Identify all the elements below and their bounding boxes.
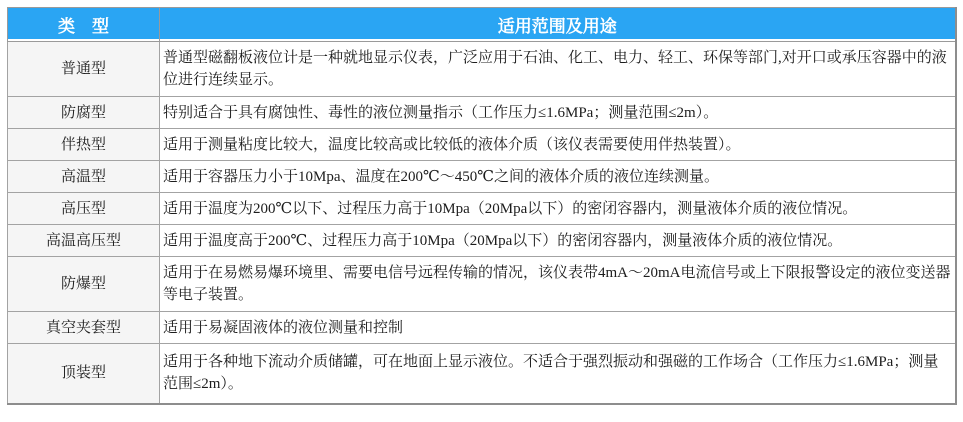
type-cell: 伴热型	[8, 129, 160, 161]
type-cell: 真空夹套型	[8, 312, 160, 344]
type-cell: 高压型	[8, 193, 160, 225]
desc-cell: 适用于在易燃易爆环境里、需要电信号远程传输的情况，该仪表带4mA～20mA电流信号或上下限报警设定的液位变送器等电子装置。	[160, 257, 956, 312]
table-row	[8, 161, 956, 193]
table-body	[8, 42, 956, 404]
spec-table	[7, 7, 957, 405]
desc-cell: 适用于温度为200℃以下、过程压力高于10Mpa（20Mpa以下）的密闭容器内，测量液体介质的液位情况。	[160, 193, 956, 225]
header-cell-type: 类 型	[8, 8, 160, 42]
table-row	[8, 225, 956, 257]
table-row	[8, 129, 956, 161]
desc-cell: 特别适合于具有腐蚀性、毒性的液位测量指示（工作压力≤1.6MPa；测量范围≤2m）。	[160, 97, 956, 129]
type-cell: 防爆型	[8, 257, 160, 312]
table-row	[8, 344, 956, 404]
table-row	[8, 257, 956, 312]
type-cell: 高温型	[8, 161, 160, 193]
type-cell: 顶装型	[8, 344, 160, 404]
type-cell: 防腐型	[8, 97, 160, 129]
header-row	[8, 8, 956, 42]
desc-cell: 适用于易凝固液体的液位测量和控制	[160, 312, 956, 344]
table-row	[8, 193, 956, 225]
desc-cell: 适用于各种地下流动介质储罐，可在地面上显示液位。不适合于强烈振动和强磁的工作场合（工作压力≤1.6MPa；测量范围≤2m）。	[160, 344, 956, 404]
desc-cell: 适用于容器压力小于10Mpa、温度在200℃～450℃之间的液体介质的液位连续测量。	[160, 161, 956, 193]
table-row	[8, 97, 956, 129]
type-cell: 高温高压型	[8, 225, 160, 257]
desc-cell: 普通型磁翻板液位计是一种就地显示仪表，广泛应用于石油、化工、电力、轻工、环保等部门,对开口或承压容器中的液位进行连续显示。	[160, 42, 956, 97]
desc-cell: 适用于测量粘度比较大，温度比较高或比较低的液体介质（该仪表需要使用伴热装置）。	[160, 129, 956, 161]
table-row	[8, 312, 956, 344]
table-header	[8, 8, 956, 42]
type-cell: 普通型	[8, 42, 160, 97]
header-cell-desc: 适用范围及用途	[160, 8, 956, 42]
table-row	[8, 42, 956, 97]
desc-cell: 适用于温度高于200℃、过程压力高于10Mpa（20Mpa以下）的密闭容器内，测量液体介质的液位情况。	[160, 225, 956, 257]
